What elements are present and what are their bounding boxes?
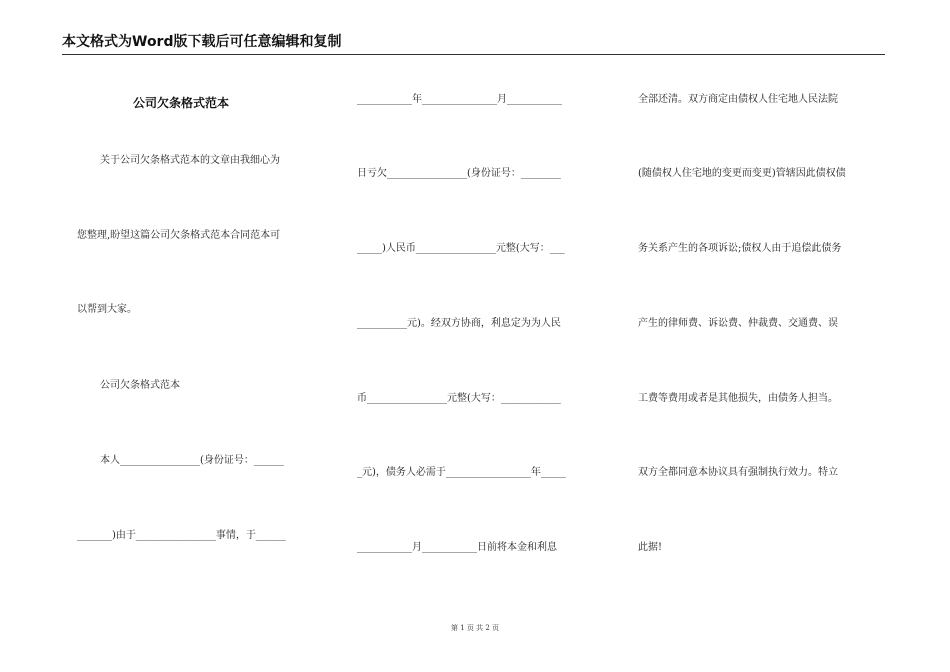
- text-line: (随债权人住宅地的变更而变更)管辖因此债权债: [638, 168, 846, 179]
- document-title: 公司欠条格式范本: [133, 96, 230, 110]
- text-line: 此据!: [638, 542, 663, 553]
- page-number: 第 1 页 共 2 页: [450, 624, 500, 632]
- text-line: 产生的律师费、诉讼费、仲裁费、交通费、误: [638, 318, 838, 329]
- text-line: 币________________元整(大写：____________: [357, 393, 561, 404]
- text-line: ___________年_______________月___________: [357, 94, 562, 105]
- document-header: 本文格式为Word版下载后可任意编辑和复制: [62, 34, 885, 55]
- text-line: 本人________________(身份证号：______: [100, 455, 284, 466]
- text-line: 您整理,盼望这篇公司欠条格式范本合同范本可: [77, 230, 281, 241]
- text-line: ___________月___________日前将本金和利息: [357, 542, 557, 553]
- text-line: 全部还清。双方商定由债权人住宅地人民法院: [638, 94, 838, 105]
- text-line: 以帮到大家。: [77, 304, 137, 315]
- text-line: 务关系产生的各项诉讼;债权人由于追偿此债务: [638, 243, 842, 254]
- text-line: 日亏欠________________(身份证号：________: [357, 168, 561, 179]
- text-line: __________元)。经双方协商，利息定为为人民: [357, 318, 561, 329]
- text-line: 公司欠条格式范本: [100, 380, 180, 391]
- text-line: _元)，债务人必需于_________________年_____: [357, 467, 566, 478]
- text-line: _______)由于________________事情，于______: [77, 530, 286, 541]
- text-line: _____)人民币________________元整(大写：___: [357, 243, 565, 254]
- text-line: 工费等费用或者是其他损失，由债务人担当。: [638, 393, 838, 404]
- text-line: 关于公司欠条格式范本的文章由我细心为: [100, 155, 280, 166]
- text-line: 双方全都同意本协议具有强制执行效力。特立: [638, 467, 838, 478]
